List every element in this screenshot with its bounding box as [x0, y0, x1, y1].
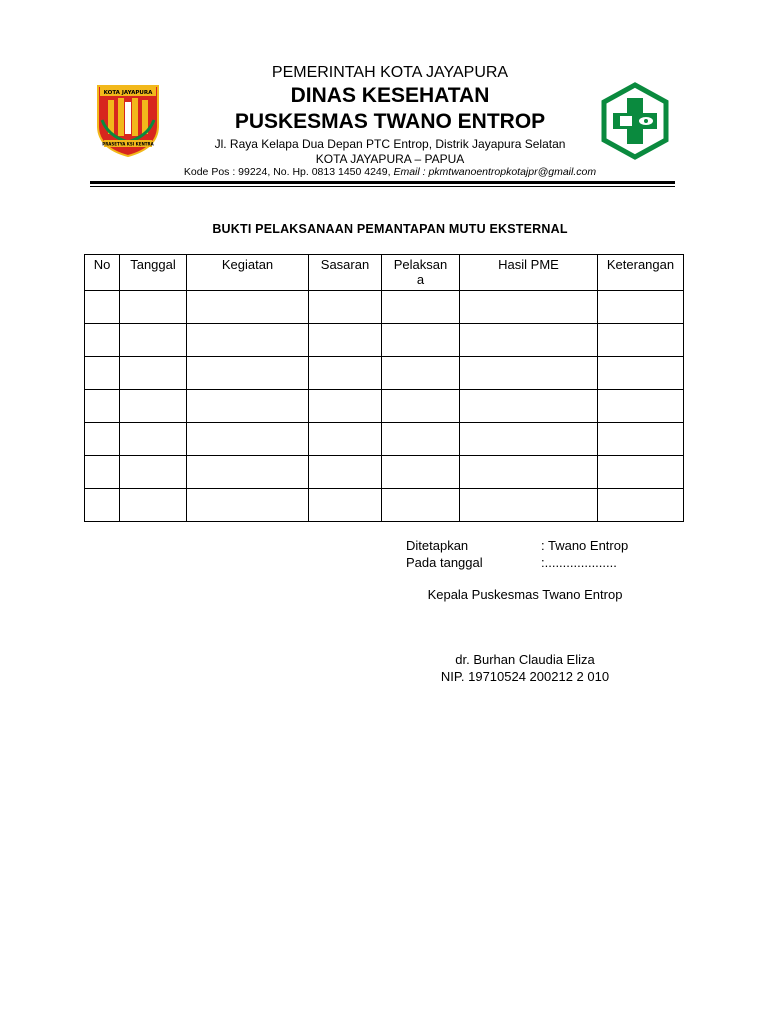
- table-cell: [460, 291, 598, 324]
- table-cell: [460, 390, 598, 423]
- table-cell: [85, 456, 120, 489]
- document-title: BUKTI PELAKSANAAN PEMANTAPAN MUTU EKSTERNAL: [212, 222, 568, 236]
- table-cell: [85, 291, 120, 324]
- table-cell: [120, 390, 187, 423]
- table-cell: [598, 423, 684, 456]
- column-header-pelaksana: Pelaksan a: [382, 255, 460, 291]
- table-row: [85, 324, 684, 357]
- table-cell: [187, 324, 309, 357]
- table-cell: [120, 423, 187, 456]
- header-rule-thin: [90, 186, 675, 187]
- table-cell: [120, 291, 187, 324]
- pme-table: [84, 254, 684, 522]
- government-name: PEMERINTAH KOTA JAYAPURA: [271, 64, 509, 81]
- table-cell: [598, 357, 684, 390]
- table-cell: [598, 324, 684, 357]
- table-cell: [187, 357, 309, 390]
- table-cell: [85, 324, 120, 357]
- logo-left-top-text: KOTA JAYAPURA: [103, 90, 153, 96]
- pada-tanggal-value: :....................: [541, 555, 617, 570]
- table-cell: [460, 456, 598, 489]
- table-cell: [187, 456, 309, 489]
- table-cell: [460, 324, 598, 357]
- table-cell: [309, 489, 382, 522]
- pada-tanggal-label: Pada tanggal: [406, 555, 483, 570]
- table-cell: [85, 357, 120, 390]
- table-cell: [187, 291, 309, 324]
- table-row: [85, 357, 684, 390]
- table-cell: [309, 324, 382, 357]
- table-cell: [120, 324, 187, 357]
- column-header-kegiatan: Kegiatan: [187, 255, 309, 291]
- column-header-hasil-pme: Hasil PME: [460, 255, 598, 291]
- contact-line: [120, 166, 660, 178]
- ditetapkan-value: : Twano Entrop: [541, 538, 629, 553]
- signer-position: Kepala Puskesmas Twano Entrop: [427, 587, 623, 602]
- table-header-row: [85, 255, 684, 291]
- table-cell: [120, 357, 187, 390]
- header-rule-thick: [90, 181, 675, 184]
- column-header-keterangan: Keterangan: [598, 255, 684, 291]
- contact-postcode-phone: Kode Pos : 99224, No. Hp. 0813 1450 4249,: [183, 166, 394, 178]
- table-cell: [120, 489, 187, 522]
- table-cell: [309, 291, 382, 324]
- table-cell: [309, 423, 382, 456]
- table-cell: [460, 357, 598, 390]
- table-cell: [382, 324, 460, 357]
- city-line: KOTA JAYAPURA – PAPUA: [315, 152, 465, 166]
- table-cell: [382, 456, 460, 489]
- table-cell: [85, 489, 120, 522]
- table-row: [85, 489, 684, 522]
- table-cell: [120, 456, 187, 489]
- column-header-no: No: [85, 255, 120, 291]
- table-cell: [598, 489, 684, 522]
- table-cell: [382, 291, 460, 324]
- contact-email: Email : pkmtwanoentropkotajpr@gmail.com: [393, 166, 597, 178]
- table-cell: [382, 390, 460, 423]
- table-cell: [85, 423, 120, 456]
- table-cell: [85, 390, 120, 423]
- address-line: Jl. Raya Kelapa Dua Depan PTC Entrop, Distrik Jayapura Selatan: [214, 137, 566, 151]
- table-cell: [309, 357, 382, 390]
- table-row: [85, 423, 684, 456]
- column-header-tanggal: Tanggal: [120, 255, 187, 291]
- table-cell: [382, 423, 460, 456]
- table-cell: [382, 489, 460, 522]
- table-cell: [460, 423, 598, 456]
- table-cell: [598, 291, 684, 324]
- table-row: [85, 456, 684, 489]
- column-header-sasaran: Sasaran: [309, 255, 382, 291]
- table-cell: [309, 390, 382, 423]
- department-name: DINAS KESEHATAN: [290, 84, 490, 107]
- signer-name: dr. Burhan Claudia Eliza: [455, 652, 595, 667]
- table-cell: [382, 357, 460, 390]
- table-row: [85, 390, 684, 423]
- table-cell: [309, 456, 382, 489]
- table-cell: [187, 390, 309, 423]
- ditetapkan-label: Ditetapkan: [406, 538, 469, 553]
- table-cell: [187, 489, 309, 522]
- institution-name: PUSKESMAS TWANO ENTROP: [234, 110, 546, 133]
- signer-nip: NIP. 19710524 200212 2 010: [440, 669, 610, 684]
- table-cell: [187, 423, 309, 456]
- table-cell: [460, 489, 598, 522]
- table-cell: [598, 390, 684, 423]
- table-cell: [598, 456, 684, 489]
- logo-left-bottom-text: PRASETYA KSI KENTRA: [102, 141, 154, 147]
- table-row: [85, 291, 684, 324]
